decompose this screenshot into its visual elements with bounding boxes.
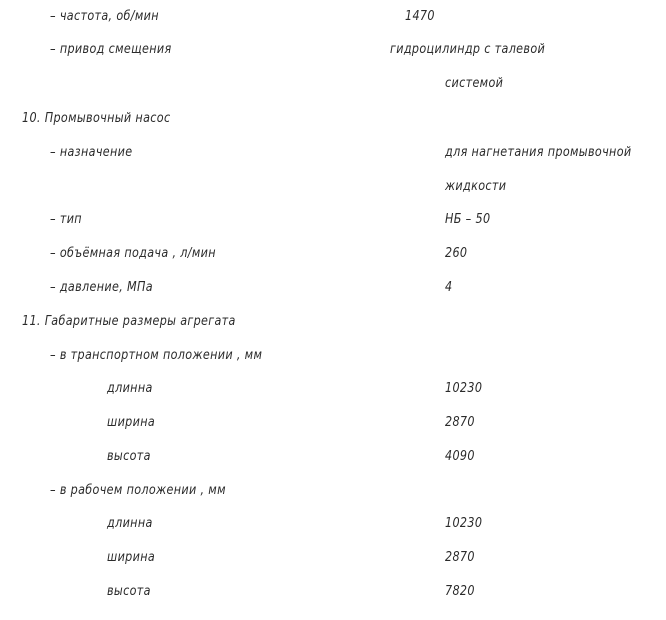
dimension-label-length: длинна (107, 381, 153, 396)
spec-value-shift-drive-continued: системой (445, 76, 504, 91)
dimension-label-height: высота (107, 584, 151, 599)
section-heading-overall-dimensions: 11. Габаритные размеры агрегата (22, 314, 236, 329)
section-heading-flush-pump: 10. Промывочный насос (22, 111, 171, 126)
dimension-label-length: длинна (107, 516, 153, 531)
spec-label-transport-position: – в транспортном положении , мм (50, 348, 263, 363)
dimension-value-height: 7820 (445, 584, 475, 599)
spec-value-purpose-continued: жидкости (445, 179, 507, 194)
spec-value-type: НБ – 50 (445, 212, 491, 227)
spec-value-rotation-speed: 1470 (405, 9, 435, 24)
dimension-value-width: 2870 (445, 415, 475, 430)
dimension-label-width: ширина (107, 550, 156, 565)
spec-value-purpose: для нагнетания промывочной (445, 145, 632, 160)
dimension-label-height: высота (107, 449, 151, 464)
spec-label-rotation-speed: – частота, об/мин (50, 9, 159, 24)
dimension-value-length: 10230 (445, 516, 483, 531)
spec-label-pressure: – давление, МПа (50, 280, 153, 295)
spec-label-working-position: – в рабочем положении , мм (50, 483, 226, 498)
dimension-value-width: 2870 (445, 550, 475, 565)
spec-value-shift-drive: гидроцилиндр с талевой (390, 42, 546, 57)
dimension-value-height: 4090 (445, 449, 475, 464)
dimension-label-width: ширина (107, 415, 156, 430)
spec-label-purpose: – назначение (50, 145, 133, 160)
dimension-value-length: 10230 (445, 381, 483, 396)
spec-label-flow-rate: – объёмная подача , л/мин (50, 246, 216, 261)
spec-value-flow-rate: 260 (445, 246, 468, 261)
spec-label-shift-drive: – привод смещения (50, 42, 172, 57)
spec-label-type: – тип (50, 212, 82, 227)
spec-value-pressure: 4 (445, 280, 453, 295)
